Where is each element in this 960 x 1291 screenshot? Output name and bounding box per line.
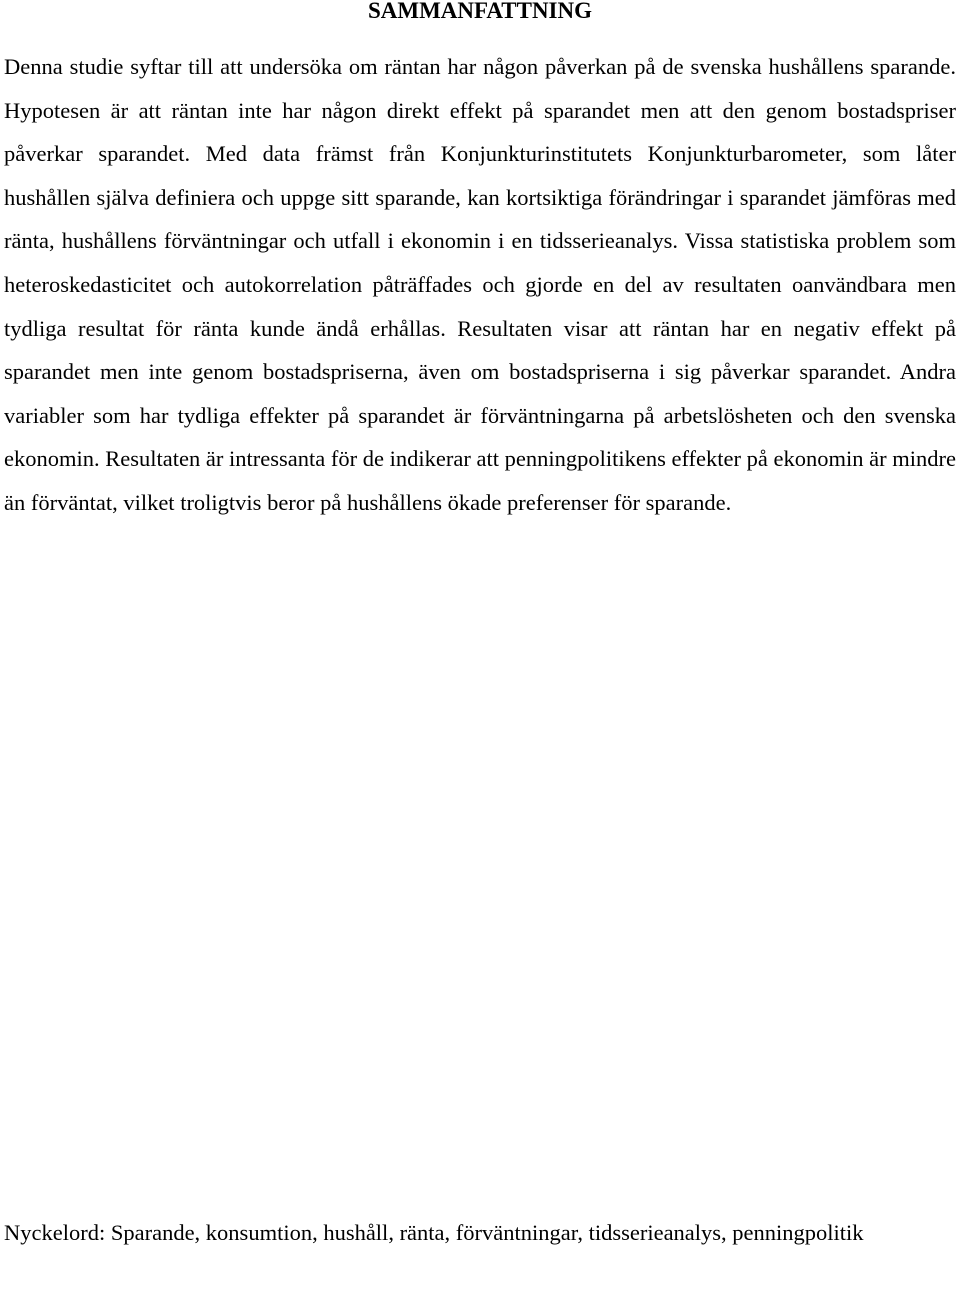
keywords-paragraph: Nyckelord: Sparande, konsumtion, hushåll, ränta, förväntningar, tidsserieanalys, penningpolitik [4,1220,864,1245]
abstract-paragraph: Denna studie syftar till att undersöka om räntan har någon påverkan på de svenska hushållens sparande. Hypotesen är att räntan inte har någon direkt effekt på sparandet men att den genom bostadspriser påverkar sparandet. Med data främst från Konjunkturinstitutets Konjunkturbarometer, som låter hushållen själva definiera och uppge sitt sparande, kan kortsiktiga förändringar i sparandet jämföras med ränta, hushållens förväntningar och utfall i ekonomin i en tidsserieanalys. Vissa statistiska problem som heteroskedasticitet och autokorrelation påträffades och gjorde en del av resultaten oanvändbara men tydliga resultat för ränta kunde ändå erhållas. Resultaten visar att räntan har en negativ effekt på sparandet men inte genom bostadspriserna, även om bostadspriserna i sig påverkar sparandet. Andra variabler som har tydliga effekter på sparandet är förväntningarna på arbetslösheten och den svenska ekonomin. Resultaten är intressanta för de indikerar att penningpolitikens effekter på ekonomin är mindre än förväntat, vilket troligtvis beror på hushållens ökade preferenser för sparande. [4,54,956,515]
page-title: SAMMANFATTNING [367,0,593,23]
